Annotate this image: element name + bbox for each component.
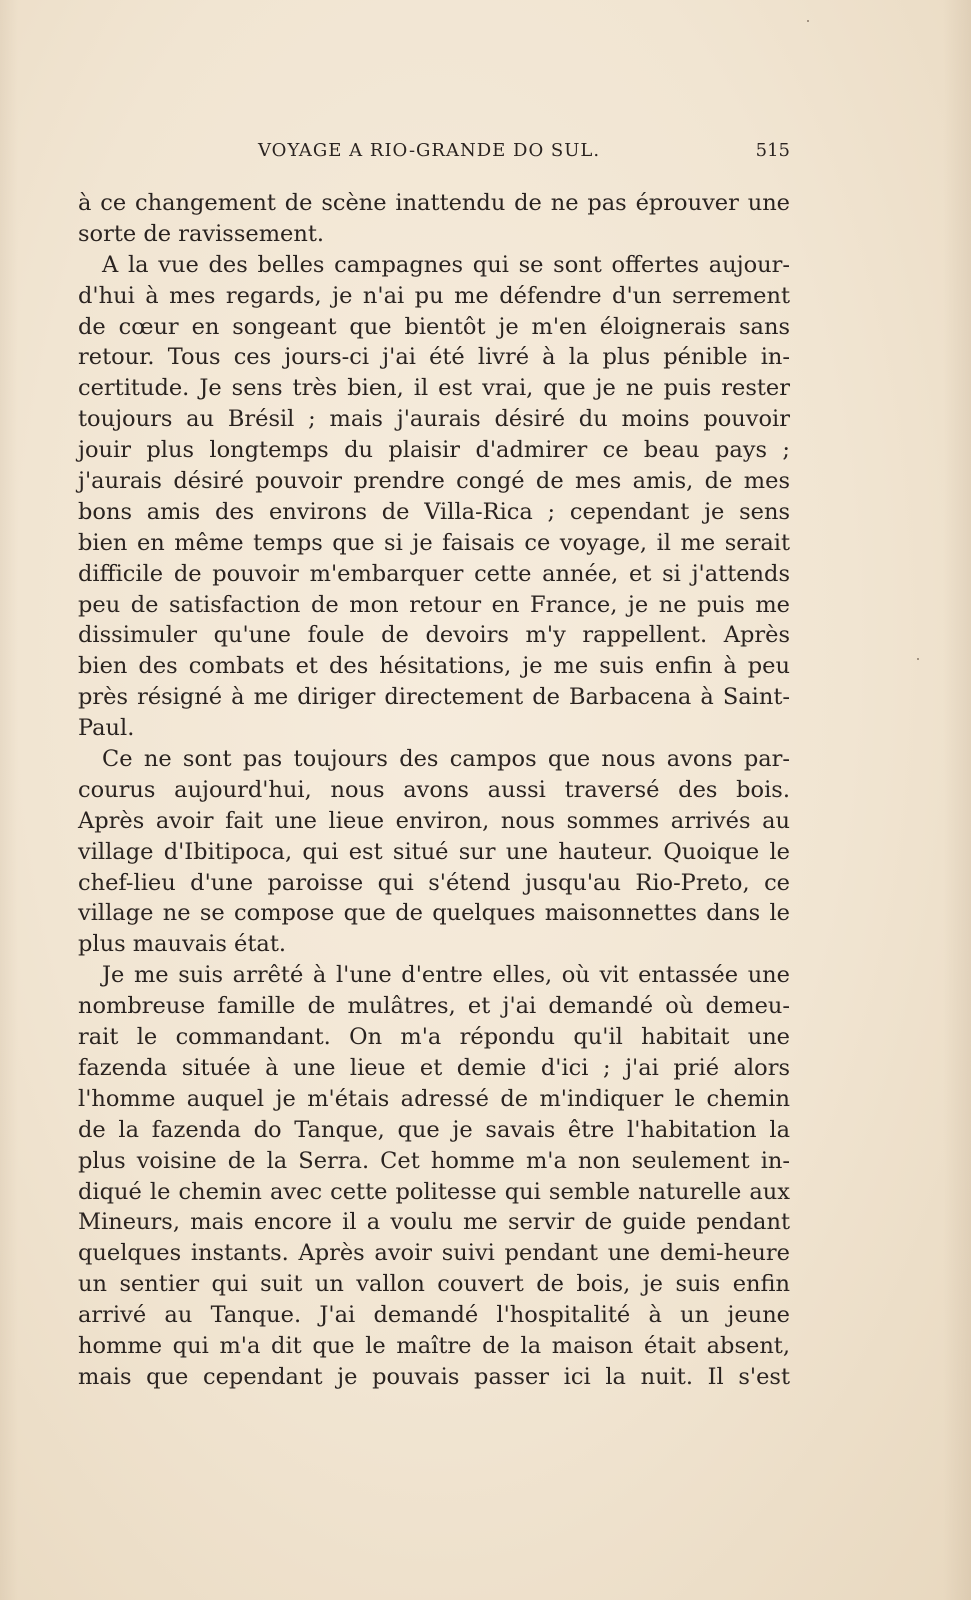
text-line: Ce ne sont pas toujours des campos que nous avons par- [102, 746, 790, 773]
text-line: près résigné à me diriger directement de Barbacena à Saint- [78, 684, 790, 711]
text-line: fazenda située à une lieue et demie d'ici ; j'ai prié alors [78, 1054, 790, 1081]
text-line: plus mauvais état. [78, 931, 287, 958]
text-line: à ce changement de scène inattendu de ne pas éprouver une [78, 190, 790, 216]
text-line: peu de satisfaction de mon retour en France, je ne puis me [78, 591, 790, 618]
page-edge-shadow [943, 0, 971, 1600]
text-line: arrivé au Tanque. J'ai demandé l'hospitalité à un jeune [78, 1302, 790, 1329]
text-line: l'homme auquel je m'étais adressé de m'indiquer le chemin [78, 1085, 790, 1112]
text-line: bien en même temps que si je faisais ce voyage, il me serait [78, 529, 790, 556]
text-line: dissimuler qu'une foule de devoirs m'y rappellent. Après [78, 622, 790, 649]
text-line: homme qui m'a dit que le maître de la maison était absent, [78, 1332, 790, 1359]
page-number: 515 [755, 140, 790, 161]
paper-speck [917, 658, 919, 660]
text-line: un sentier qui suit un vallon couvert de bois, je suis enfin [78, 1271, 790, 1298]
text-line: A la vue des belles campagnes qui se sont offertes aujour- [102, 251, 790, 278]
text-line: j'aurais désiré pouvoir prendre congé de mes amis, de mes [78, 468, 790, 495]
page-gutter-shadow [0, 0, 18, 1600]
text-line: rait le commandant. On m'a répondu qu'il habitait une [78, 1024, 790, 1051]
text-line: Je me suis arrêté à l'une d'entre elles, où vit entassée une [102, 962, 790, 989]
text-line: retour. Tous ces jours-ci j'ai été livré à la plus pénible in- [78, 344, 790, 371]
text-line: de la fazenda do Tanque, que je savais être l'habitation la [78, 1116, 790, 1143]
text-line: bons amis des environs de Villa-Rica ; cependant je sens [78, 498, 790, 525]
paper-speck [807, 20, 809, 22]
text-line: plus voisine de la Serra. Cet homme m'a non seulement in- [78, 1147, 790, 1174]
text-line: village ne se compose que de quelques maisonnettes dans le [78, 900, 790, 927]
text-line: village d'Ibitipoca, qui est situé sur une hauteur. Quoique le [78, 838, 790, 865]
page-header [78, 140, 790, 170]
text-line: Après avoir fait une lieue environ, nous sommes arrivés au [78, 807, 790, 834]
text-line: courus aujourd'hui, nous avons aussi traversé des bois. [78, 776, 790, 803]
text-line: diqué le chemin avec cette politesse qui semble naturelle aux [78, 1178, 790, 1205]
text-line: de cœur en songeant que bientôt je m'en éloignerais sans [78, 313, 790, 340]
text-line: quelques instants. Après avoir suivi pendant une demi-heure [78, 1240, 790, 1267]
text-line: Mineurs, mais encore il a voulu me servir de guide pendant [78, 1209, 790, 1236]
text-line: toujours au Brésil ; mais j'aurais désiré du moins pouvoir [78, 406, 790, 433]
text-line: certitude. Je sens très bien, il est vrai, que je ne puis rester [78, 375, 790, 402]
text-line: sorte de ravissement. [78, 220, 325, 247]
text-line: jouir plus longtemps du plaisir d'admirer ce beau pays ; [78, 437, 790, 464]
text-line: d'hui à mes regards, je n'ai pu me défendre d'un serrement [78, 282, 790, 309]
body-text [78, 188, 790, 1393]
text-line: nombreuse famille de mulâtres, et j'ai demandé où demeu- [78, 993, 790, 1020]
text-line: bien des combats et des hésitations, je me suis enfin à peu [78, 653, 790, 680]
running-head: VOYAGE A RIO-GRANDE DO SUL. [258, 140, 601, 161]
text-line: chef-lieu d'une paroisse qui s'étend jusqu'au Rio-Preto, ce [78, 869, 790, 896]
text-line: Paul. [78, 715, 135, 742]
text-line: mais que cependant je pouvais passer ici la nuit. Il s'est [78, 1363, 790, 1390]
text-line: difficile de pouvoir m'embarquer cette année, et si j'attends [78, 560, 790, 587]
